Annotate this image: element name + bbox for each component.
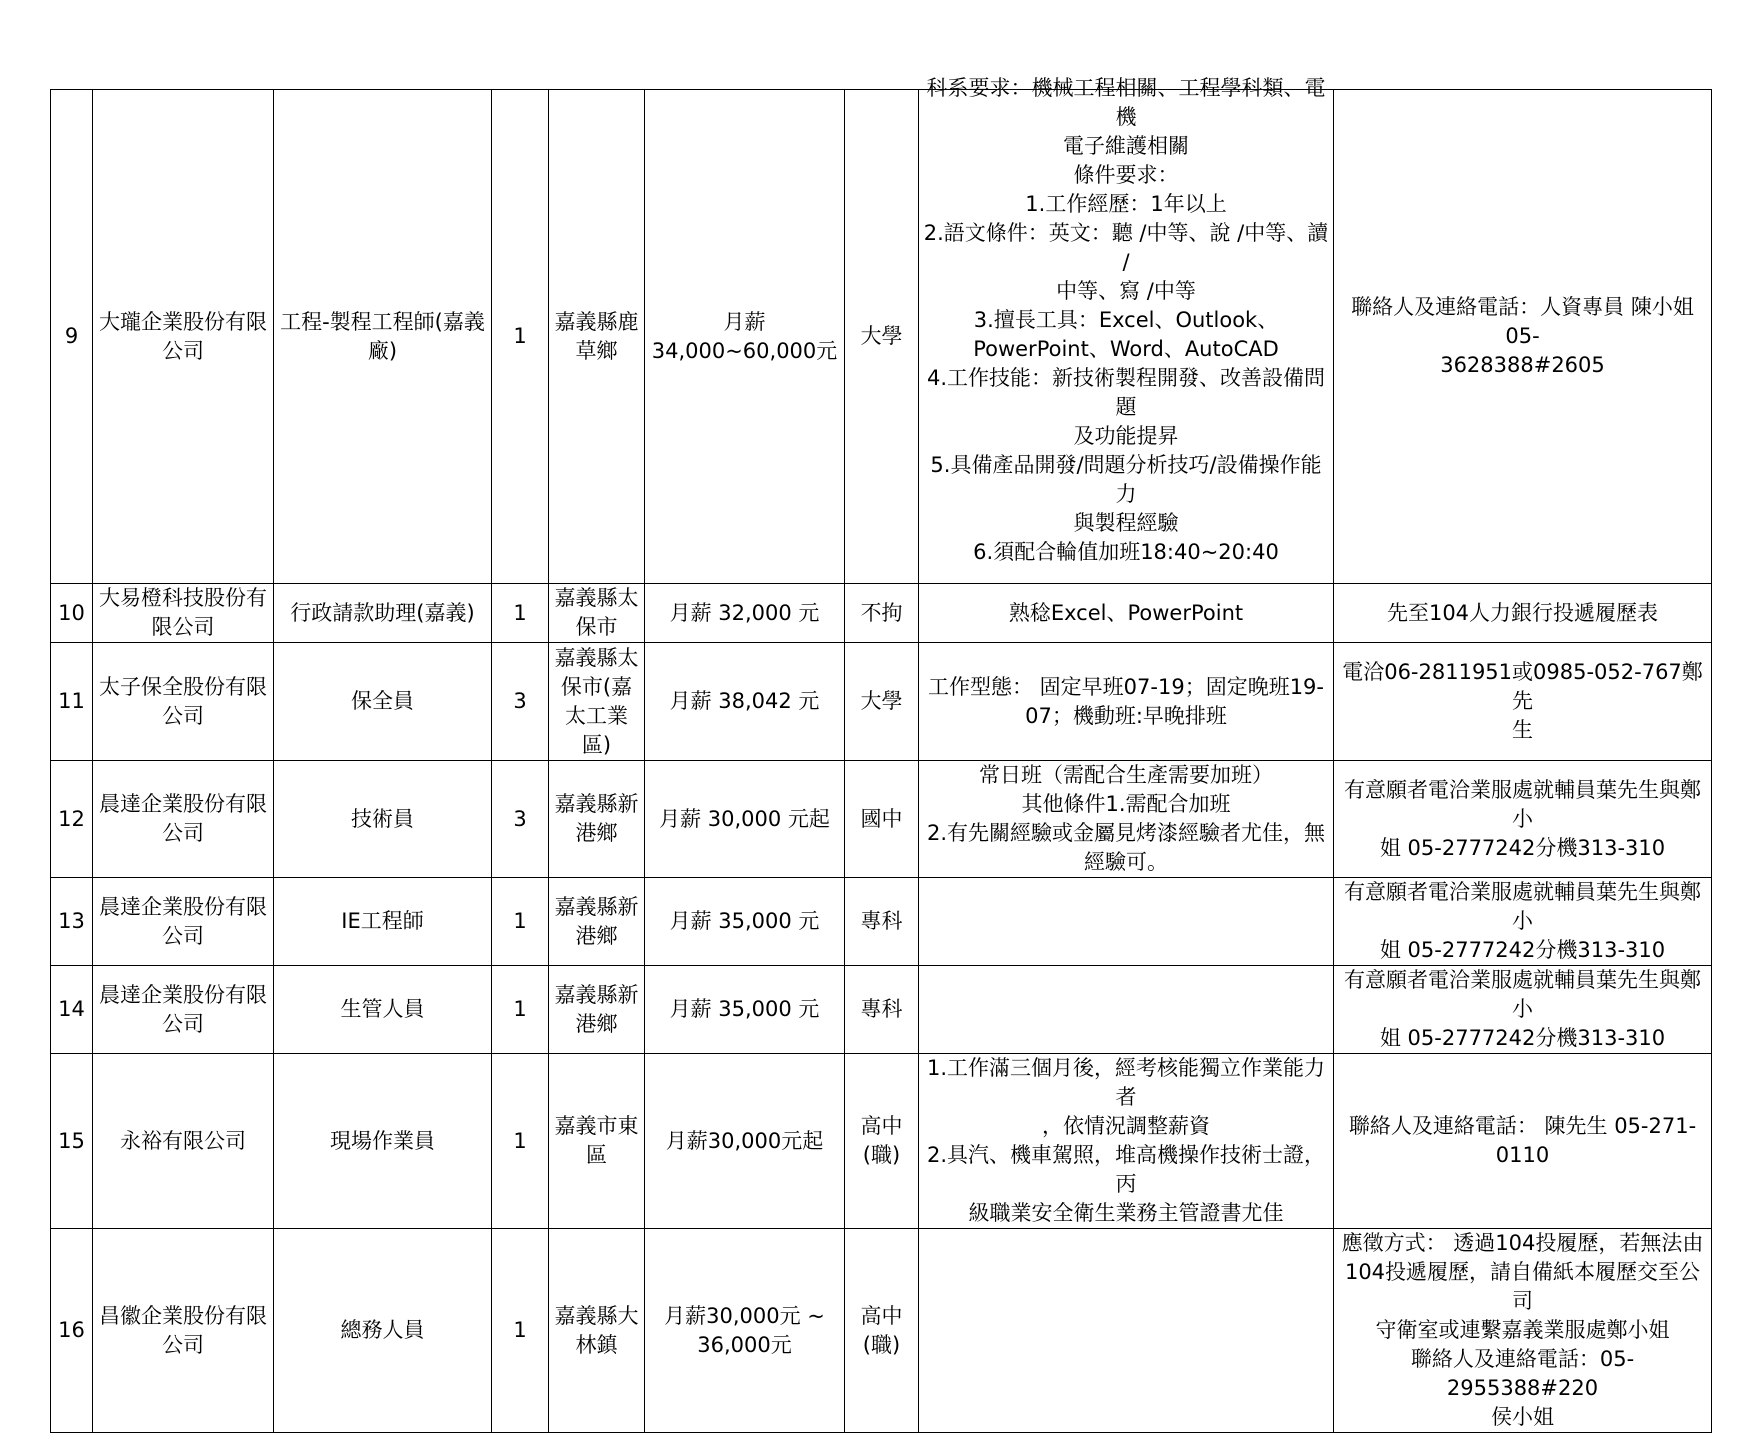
work-location: 嘉義市東區 <box>549 1054 645 1229</box>
salary <box>645 90 845 584</box>
education-level: 不拘 <box>845 584 919 643</box>
requirement-line: 電子維護相關 <box>1063 134 1189 158</box>
education-level: 大學 <box>845 90 919 584</box>
contact-line: 0110 <box>1495 1143 1550 1167</box>
salary-line: 34,000~60,000元 <box>651 338 838 363</box>
company-name: 晨達企業股份有限公司 <box>93 878 274 966</box>
contact-info <box>1334 643 1712 761</box>
contact-line: 應徵方式： 透過104投履歷，若無法由 <box>1341 1231 1704 1255</box>
work-location: 嘉義縣大林鎮 <box>549 1229 645 1433</box>
requirement-line: PowerPoint、Word、AutoCAD <box>973 337 1279 361</box>
salary-line: 月薪 30,000 元起 <box>659 806 830 831</box>
job-title: 生管人員 <box>274 966 492 1054</box>
contact-line: 守衛室或連繫嘉義業服處鄭小姐 <box>1375 1318 1670 1342</box>
contact-line: 生 <box>1512 718 1533 742</box>
headcount: 1 <box>492 90 549 584</box>
requirement-line: 1.工作經歷：1年以上 <box>1025 192 1227 216</box>
company-name: 晨達企業股份有限公司 <box>93 966 274 1054</box>
table-row <box>51 1229 1712 1433</box>
job-requirements <box>919 878 1334 966</box>
salary-line: 月薪30,000元 ~ <box>664 1303 825 1328</box>
row-number: 16 <box>51 1229 93 1433</box>
requirement-line: 工作型態： 固定早班07-19；固定晚班19- <box>928 674 1324 699</box>
contact-line: 104投遞履歷，請自備紙本履歷交至公司 <box>1344 1260 1701 1313</box>
requirement-line: 6.須配合輪值加班18:40~20:40 <box>973 540 1279 564</box>
requirement-line: 2.語文條件：英文：聽 /中等、說 /中等、讀 / <box>923 221 1329 274</box>
salary <box>645 1054 845 1229</box>
company-name: 永裕有限公司 <box>93 1054 274 1229</box>
job-requirements <box>919 761 1334 878</box>
job-title: 保全員 <box>274 643 492 761</box>
contact-info <box>1334 966 1712 1054</box>
education-level: 高中(職) <box>845 1229 919 1433</box>
requirement-line: 其他條件1.需配合加班 <box>1021 792 1231 816</box>
requirement-line: 級職業安全衛生業務主管證書尤佳 <box>968 1201 1284 1225</box>
work-location: 嘉義縣太保市(嘉太工業區) <box>549 643 645 761</box>
contact-line: 聯絡人及連絡電話： 陳先生 05-271- <box>1348 1114 1697 1138</box>
contact-line: 姐 05-2777242分機313-310 <box>1379 835 1666 860</box>
job-title: IE工程師 <box>274 878 492 966</box>
requirement-line: 中等、寫 /中等 <box>1056 279 1196 303</box>
job-requirements <box>919 76 1334 584</box>
requirement-line: 2.有先關經驗或金屬見烤漆經驗者尤佳，無 <box>926 821 1326 845</box>
contact-line: 姐 05-2777242分機313-310 <box>1379 938 1666 962</box>
salary <box>645 761 845 878</box>
table-row <box>51 90 1712 584</box>
requirement-line: 熟稔Excel、PowerPoint <box>1008 600 1244 625</box>
education-level: 國中 <box>845 761 919 878</box>
work-location: 嘉義縣鹿草鄉 <box>549 90 645 584</box>
contact-line: 有意願者電洽業服處就輔員葉先生與鄭小 <box>1344 777 1701 831</box>
contact-line: 電洽06-2811951或0985-052-767鄭先 <box>1342 660 1703 713</box>
contact-line: 姐 05-2777242分機313-310 <box>1379 1026 1666 1050</box>
requirement-line: 07；機動班:早晚排班 <box>1025 703 1227 728</box>
contact-line: 有意願者電洽業服處就輔員葉先生與鄭小 <box>1344 968 1701 1021</box>
headcount: 1 <box>492 584 549 643</box>
salary-line: 36,000元 <box>697 1332 792 1357</box>
company-name: 晨達企業股份有限公司 <box>93 761 274 878</box>
headcount: 1 <box>492 1229 549 1433</box>
job-title: 行政請款助理(嘉義) <box>274 584 492 643</box>
job-listings-table <box>50 76 1712 1433</box>
contact-line: 聯絡人及連絡電話：人資專員 陳小姐 05- <box>1351 295 1694 348</box>
headcount: 3 <box>492 761 549 878</box>
job-requirements <box>919 1054 1334 1229</box>
salary <box>645 878 845 966</box>
row-number: 9 <box>51 90 93 584</box>
salary-line: 月薪 38,042 元 <box>669 689 820 713</box>
salary-line: 月薪 <box>723 309 766 334</box>
row-number: 12 <box>51 761 93 878</box>
headcount: 1 <box>492 1054 549 1229</box>
salary-line: 月薪30,000元起 <box>665 1128 824 1153</box>
salary <box>645 966 845 1054</box>
work-location: 嘉義縣新港鄉 <box>549 966 645 1054</box>
requirement-line: 1.工作滿三個月後，經考核能獨立作業能力者 <box>926 1056 1326 1109</box>
job-title: 工程-製程工程師(嘉義廠) <box>274 90 492 584</box>
headcount: 1 <box>492 878 549 966</box>
table-row <box>51 584 1712 643</box>
contact-info <box>1334 878 1712 966</box>
work-location: 嘉義縣新港鄉 <box>549 761 645 878</box>
job-title: 總務人員 <box>274 1229 492 1433</box>
job-title: 現場作業員 <box>274 1054 492 1229</box>
table-row <box>51 966 1712 1054</box>
contact-line: 侯小姐 <box>1491 1405 1554 1429</box>
salary-line: 月薪 35,000 元 <box>669 997 820 1021</box>
requirement-line: 科系要求：機械工程相關、工程學科類、電機 <box>926 76 1326 129</box>
education-level: 專科 <box>845 966 919 1054</box>
requirement-line: 常日班（需配合生產需要加班） <box>979 763 1273 787</box>
contact-line: 聯絡人及連絡電話：05-2955388#220 <box>1410 1347 1635 1400</box>
company-name: 大瓏企業股份有限公司 <box>93 90 274 584</box>
company-name: 太子保全股份有限公司 <box>93 643 274 761</box>
contact-info <box>1334 1229 1712 1433</box>
contact-line: 有意願者電洽業服處就輔員葉先生與鄭小 <box>1344 880 1701 933</box>
requirement-line: 4.工作技能：新技術製程開發、改善設備問題 <box>926 366 1326 419</box>
contact-info <box>1334 584 1712 643</box>
contact-line: 3628388#2605 <box>1440 353 1605 377</box>
education-level: 專科 <box>845 878 919 966</box>
salary <box>645 584 845 643</box>
row-number: 13 <box>51 878 93 966</box>
salary <box>645 643 845 761</box>
table-row <box>51 761 1712 878</box>
row-number: 14 <box>51 966 93 1054</box>
company-name: 大易橙科技股份有限公司 <box>93 584 274 643</box>
job-requirements <box>919 643 1334 761</box>
work-location: 嘉義縣新港鄉 <box>549 878 645 966</box>
requirement-line: 條件要求： <box>1073 163 1179 187</box>
row-number: 15 <box>51 1054 93 1229</box>
job-requirements <box>919 584 1334 643</box>
contact-info <box>1334 90 1712 584</box>
salary-line: 月薪 35,000 元 <box>669 909 820 933</box>
requirement-line: 2.具汽、機車駕照，堆高機操作技術士證，丙 <box>926 1143 1326 1196</box>
education-level: 高中(職) <box>845 1054 919 1229</box>
row-number: 10 <box>51 584 93 643</box>
table-row <box>51 878 1712 966</box>
requirement-line: ，依情況調整薪資 <box>1042 1114 1210 1138</box>
job-requirements <box>919 966 1334 1054</box>
requirement-line: 經驗可。 <box>1084 850 1168 874</box>
salary-line: 月薪 32,000 元 <box>669 600 820 625</box>
headcount: 1 <box>492 966 549 1054</box>
requirement-line: 5.具備產品開發/問題分析技巧/設備操作能力 <box>930 453 1322 506</box>
contact-info <box>1334 761 1712 878</box>
requirements-text <box>923 74 1329 567</box>
headcount: 3 <box>492 643 549 761</box>
contact-info <box>1334 1054 1712 1229</box>
table-row <box>51 1054 1712 1229</box>
work-location: 嘉義縣太保市 <box>549 584 645 643</box>
salary <box>645 1229 845 1433</box>
contact-line: 先至104人力銀行投遞履歷表 <box>1386 600 1659 625</box>
row-number: 11 <box>51 643 93 761</box>
table-row <box>51 643 1712 761</box>
job-requirements <box>919 1229 1334 1433</box>
company-name: 昌徽企業股份有限公司 <box>93 1229 274 1433</box>
education-level: 大學 <box>845 643 919 761</box>
requirement-line: 與製程經驗 <box>1073 511 1179 535</box>
requirement-line: 3.擅長工具：Excel、Outlook、 <box>973 308 1279 332</box>
requirement-line: 及功能提昇 <box>1073 424 1179 448</box>
job-rows <box>51 76 1712 1433</box>
job-title: 技術員 <box>274 761 492 878</box>
